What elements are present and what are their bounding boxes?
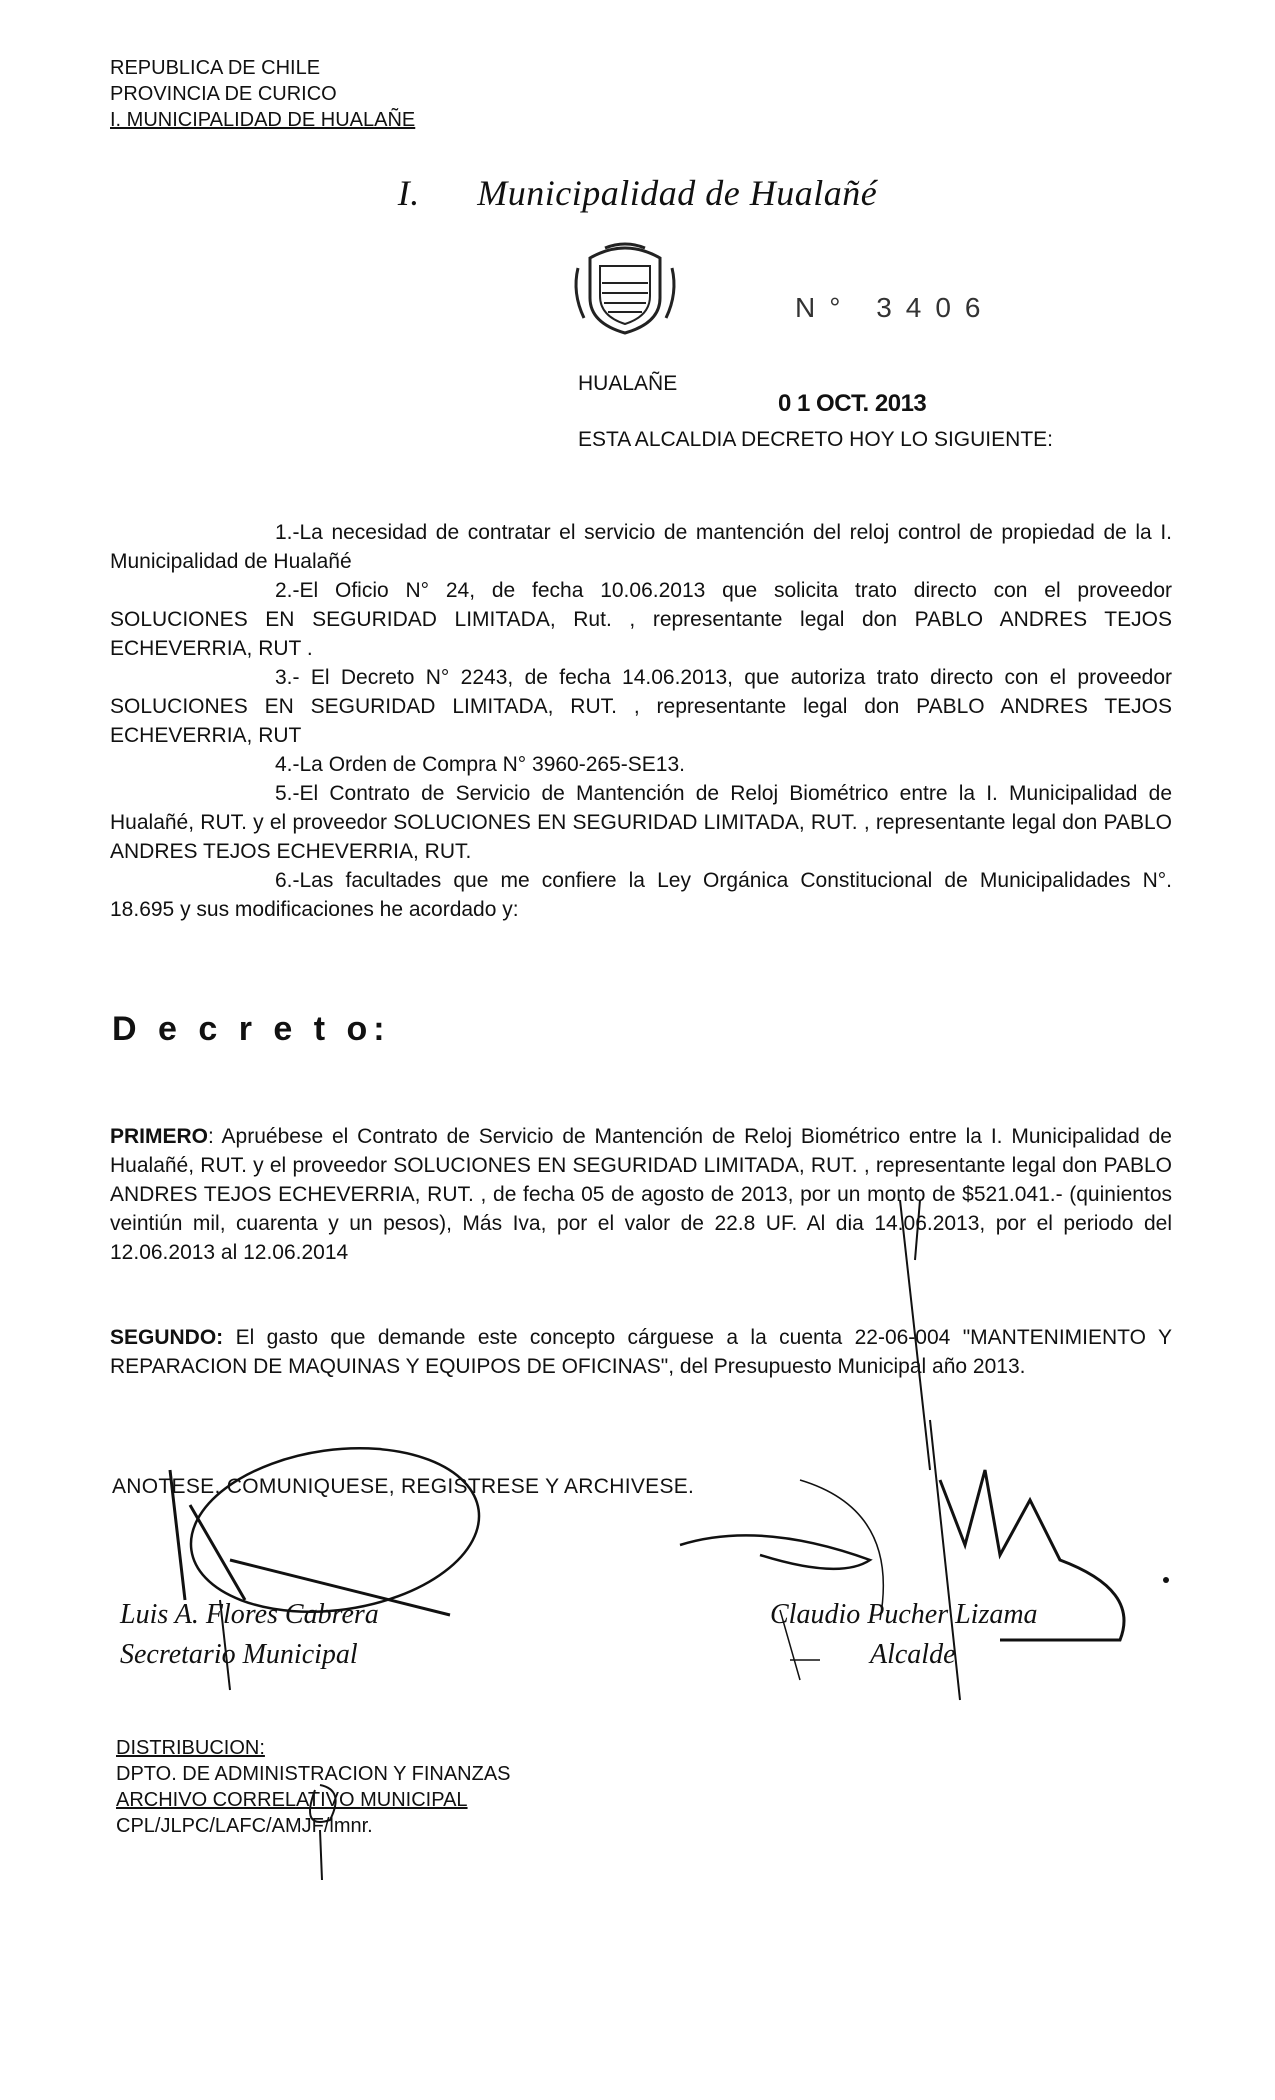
article-text: : Apruébese el Contrato de Servicio de Mantención de Reloj Biométrico entre la I. Municipalidad de Hualañé, RUT. y el proveedor SOLUCIONES EN SEGURIDAD LIMITADA, RUT. , representante legal don PABLO ANDRES TEJOS ECHEVERRIA, RUT. , de fecha 05 de agosto de 2013, por un monto de $521.041.- (quinientos veintiún mil, cuarenta y un pesos), Más Iva, por el valor de 22.8 UF. Al dia 14.06.2013, por el periodo del 12.06.2013 al 12.06.2014: [110, 1125, 1172, 1264]
distribution-item: DPTO. DE ADMINISTRACION Y FINANZAS: [116, 1763, 511, 1785]
considerations: [110, 518, 1172, 924]
article-segundo: [110, 1323, 1172, 1381]
intro-line: ESTA ALCALDIA DECRETO HOY LO SIGUIENTE:: [578, 428, 1053, 451]
signature-role: Secretario Municipal: [120, 1639, 358, 1670]
consideration-item: 6.-Las facultades que me confiere la Ley Orgánica Constitucional de Municipalidades N°. 18.695 y sus modificaciones he acordado y:: [110, 869, 1172, 921]
decree-heading: D e c r e t o:: [112, 1010, 391, 1048]
signature-mayor: [770, 1595, 1038, 1675]
consideration-item: 1.-La necesidad de contratar el servicio de mantención del reloj control de propiedad de la I. Municipalidad de Hualañé: [110, 521, 1172, 573]
consideration-item: 5.-El Contrato de Servicio de Mantención de Reloj Biométrico entre la I. Municipalidad de Hualañé, RUT. y el proveedor SOLUCIONES EN SEGURIDAD LIMITADA, RUT. , representante legal don PABLO ANDRES TEJOS ECHEVERRIA, RUT.: [110, 782, 1172, 863]
signature-name: Luis A. Flores Cabrera: [120, 1599, 379, 1630]
header-country: REPUBLICA DE CHILE: [110, 57, 321, 79]
decree-date-stamp: 0 1 OCT. 2013: [778, 390, 927, 417]
distribution-item: CPL/JLPC/LAFC/AMJF/lmnr.: [116, 1815, 373, 1837]
distribution: [116, 1735, 511, 1839]
title-prefix: I.: [397, 173, 420, 213]
signature-role: Alcalde: [870, 1639, 956, 1670]
header-municipality: I. MUNICIPALIDAD DE HUALAÑE: [110, 109, 416, 131]
distribution-item: ARCHIVO CORRELATIVO MUNICIPAL: [116, 1789, 468, 1811]
consideration-item: 2.-El Oficio N° 24, de fecha 10.06.2013 que solicita trato directo con el proveedor SOLUCIONES EN SEGURIDAD LIMITADA, Rut. , representante legal don PABLO ANDRES TEJOS ECHEVERRIA, RUT .: [110, 579, 1172, 660]
article-text: El gasto que demande este concepto cárguese a la cuenta 22-06-004 "MANTENIMIENTO Y REPARACION DE MAQUINAS Y EQUIPOS DE OFICINAS", del Presupuesto Municipal año 2013.: [110, 1326, 1172, 1378]
signature-name: Claudio Pucher Lizama: [770, 1599, 1038, 1630]
article-label: SEGUNDO:: [110, 1326, 224, 1349]
document-title: [0, 172, 1275, 214]
document-header: [110, 55, 415, 133]
distribution-heading: DISTRIBUCION:: [116, 1737, 265, 1759]
article-primero: [110, 1122, 1172, 1267]
decree-number: N° 3406: [795, 292, 995, 323]
closing-line: ANOTESE, COMUNIQUESE, REGISTRESE Y ARCHIVESE.: [112, 1475, 695, 1498]
article-label: PRIMERO: [110, 1125, 209, 1148]
place: HUALAÑE: [578, 372, 678, 395]
consideration-item: 4.-La Orden de Compra N° 3960-265-SE13.: [275, 753, 685, 776]
header-province: PROVINCIA DE CURICO: [110, 83, 337, 105]
municipal-seal-icon: [570, 238, 680, 338]
consideration-item: 3.- El Decreto N° 2243, de fecha 14.06.2013, que autoriza trato directo con el proveedor SOLUCIONES EN SEGURIDAD LIMITADA, RUT. , representante legal don PABLO ANDRES TEJOS ECHEVERRIA, RUT: [110, 666, 1172, 747]
title-name: Municipalidad de Hualañé: [477, 173, 878, 213]
signature-secretary: [120, 1595, 379, 1675]
